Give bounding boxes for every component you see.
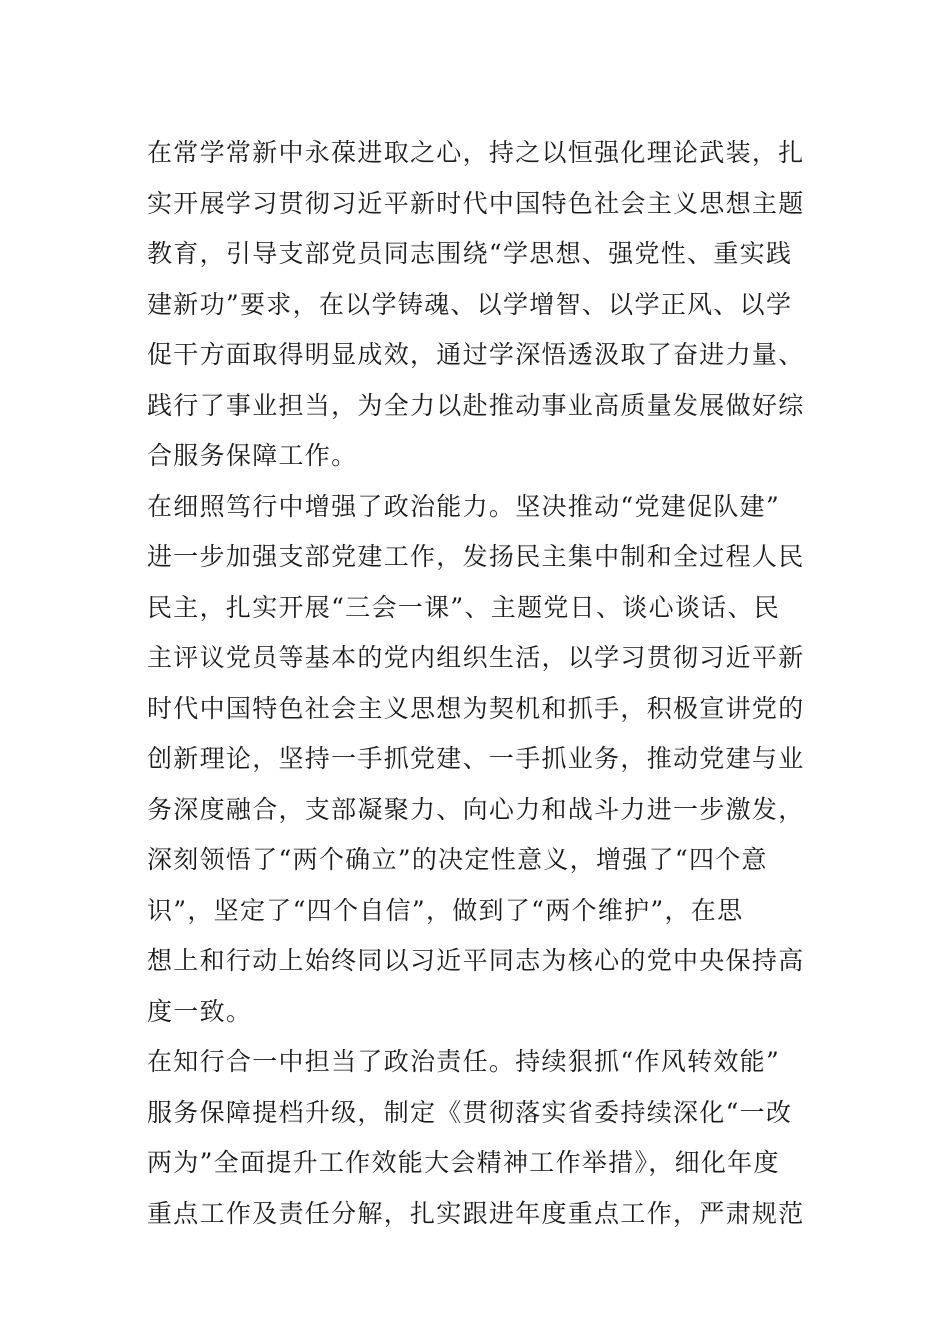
- text-line: 在常学常新中永葆进取之心，持之以恒强化理论武装，扎: [147, 138, 805, 167]
- text-line: 在知行合一中担当了政治责任。持续狠抓“作风转效能”: [147, 1047, 781, 1076]
- text-line: 进一步加强支部党建工作，发扬民主集中制和全过程人民: [147, 542, 805, 571]
- text-line: 实开展学习贯彻习近平新时代中国特色社会主义思想主题: [147, 188, 805, 218]
- text-line: 重点工作及责任分解，扎实跟进年度重点工作，严肃规范: [147, 1198, 805, 1228]
- text-line: 度一致。: [147, 996, 253, 1026]
- text-line: 在细照笃行中增强了政治能力。坚决推动“党建促队建”: [147, 491, 781, 521]
- text-line: 识”，坚定了“四个自信”，做到了“两个维护”，在思: [147, 895, 744, 925]
- text-line: 合服务保障工作。: [147, 441, 358, 470]
- text-line: 务深度融合，支部凝聚力、向心力和战斗力进一步激发，: [147, 794, 805, 824]
- text-line: 想上和行动上始终同以习近平同志为核心的党中央保持高: [147, 946, 805, 975]
- text-line: 时代中国特色社会主义思想为契机和抓手，积极宣讲党的: [147, 693, 805, 723]
- text-line: 两为”全面提升工作效能大会精神工作举措》，细化年度: [147, 1148, 780, 1177]
- paragraph-1: [147, 128, 812, 482]
- text-line: 促干方面取得明显成效，通过学深悟透汲取了奋进力量、: [147, 340, 805, 369]
- text-line: 创新理论，坚持一手抓党建、一手抓业务，推动党建与业: [147, 744, 805, 773]
- paragraph-2: [147, 482, 812, 1038]
- text-line: 践行了事业担当，为全力以赴推动事业高质量发展做好综: [147, 390, 805, 420]
- text-line: 深刻领悟了“两个确立”的决定性意义，增强了“四个意: [147, 845, 768, 874]
- paragraph-3: [147, 1037, 812, 1239]
- document-body: [147, 128, 812, 1239]
- text-line: 服务保障提档升级，制定《贯彻落实省委持续深化“一改: [147, 1097, 793, 1127]
- text-line: 教育，引导支部党员同志围绕“学思想、强党性、重实践: [147, 239, 793, 268]
- text-line: 民主，扎实开展“三会一课”、主题党日、谈心谈话、民: [147, 592, 781, 622]
- text-line: 建新功”要求，在以学铸魂、以学增智、以学正风、以学: [147, 289, 793, 319]
- text-line: 主评议党员等基本的党内组织生活，以学习贯彻习近平新: [147, 643, 805, 672]
